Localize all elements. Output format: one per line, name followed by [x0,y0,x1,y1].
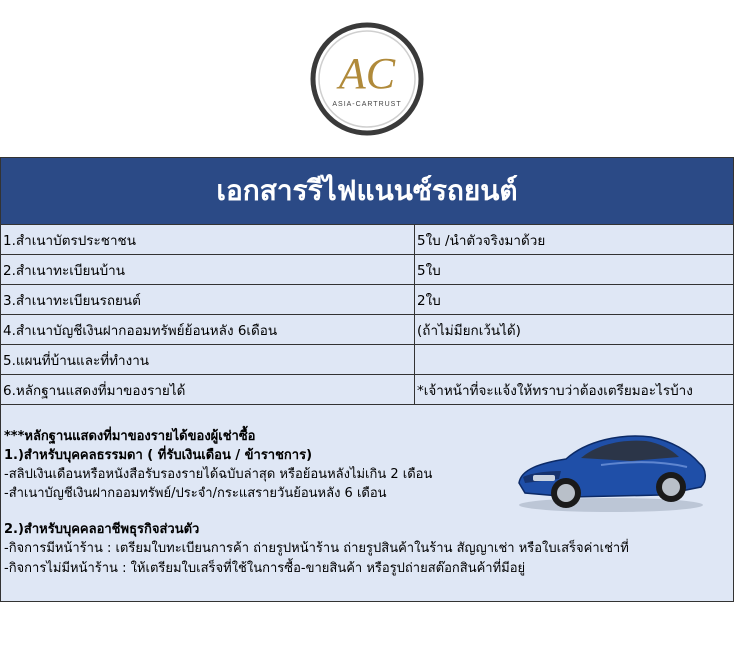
section1-line: -สำเนาบัญชีเงินฝากออมทรัพย์/ประจำ/กระแสรายวันย้อนหลัง 6 เดือน [4,486,387,501]
svg-text:ASIA-CARTRUST: ASIA-CARTRUST [332,101,402,108]
section1-title: 1.)สำหรับบุคคลธรรมดา ( ที่รับเงินเดือน / ข้าราชการ) [4,448,313,463]
document-item: 1.สำเนาบัตรประชาชน [1,225,415,254]
table-row [1,375,733,405]
document-detail: (ถ้าไม่มียกเว้นได้) [417,322,521,339]
svg-text:AC: AC [338,49,396,98]
table-row [1,255,733,285]
table-row [1,285,733,315]
document-item: 6.หลักฐานแสดงที่มาของรายได้ [1,375,415,404]
section2-title: 2.)สำหรับบุคคลอาชีพธุรกิจส่วนตัว [4,522,200,537]
table-row [1,315,733,345]
document-detail: 5ใบ [417,262,441,279]
table-row [1,225,733,255]
document-item: 2.สำเนาทะเบียนบ้าน [1,255,415,284]
car-image [511,425,711,515]
document-detail: *เจ้าหน้าที่จะแจ้งให้ทราบว่าต้องเตรียมอะไรบ้าง [417,382,693,399]
document-detail [415,345,733,374]
notes-heading: ***หลักฐานแสดงที่มาของรายได้ของผู้เช่าซื้อ [4,429,256,444]
document-detail: 5ใบ /นำตัวจริงมาด้วย [417,232,546,249]
section1-line: -สลิปเงินเดือนหรือหนังสือรับรองรายได้ฉบับล่าสุด หรือย้อนหลังไม่เกิน 2 เดือน [4,467,433,482]
income-notes [1,405,733,601]
document-item: 4.สำเนาบัญชีเงินฝากออมทรัพย์ย้อนหลัง 6เดือน [1,315,415,344]
page-title: เอกสารรีไฟแนนซ์รถยนต์ [1,158,733,225]
refinance-document-table [0,157,734,602]
document-item: 5.แผนที่บ้านและที่ทำงาน [1,345,415,374]
document-detail: 2ใบ [417,292,441,309]
section2-line: -กิจการไม่มีหน้าร้าน : ให้เตรียมใบเสร็จที่ใช้ในการซื้อ-ขายสินค้า หรือรูปถ่ายสต๊อกสินค้าที่มีอยู่ [4,561,526,576]
company-logo [310,22,424,136]
table-row [1,345,733,375]
section2-line: -กิจการมีหน้าร้าน : เตรียมใบทะเบียนการค้า ถ่ายรูปหน้าร้าน ถ่ายรูปสินค้าในร้าน สัญญาเช่า หรือใบเสร็จค่าเช่าที่ [4,541,629,556]
document-item: 3.สำเนาทะเบียนรถยนต์ [1,285,415,314]
